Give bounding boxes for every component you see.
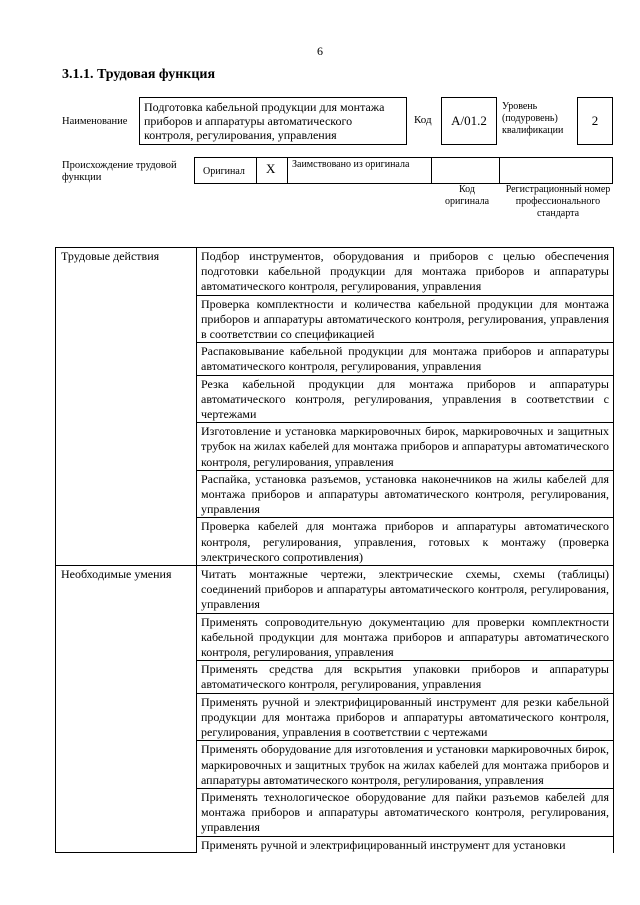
page-number: 6 (317, 44, 323, 58)
original-label: Оригинал (203, 166, 245, 177)
level-label: Уровень (подуровень) квалификации (502, 101, 564, 136)
item-cell: Подбор инструментов, оборудования и приборов с целью обеспечения подготовки кабельной продукции для монтажа приборов и аппаратуры автоматического контроля, регулирования, управления (197, 248, 614, 296)
item-cell: Применять сопроводительную документацию для проверки комплектности кабельной продукции для монтажа приборов и аппаратуры автоматического контроля, регулирования, управления (197, 613, 614, 661)
item-cell: Применять ручной и электрифицированный инструмент для резки кабельной продукции для монтажа приборов и аппаратуры автоматического контроля, регулирования, управления в соответствии с чертежами (197, 693, 614, 741)
function-details-table (55, 247, 614, 853)
code-label: Код (414, 114, 432, 126)
item-cell: Применять ручной и электрифицированный инструмент для установки (197, 836, 614, 853)
registration-number-cell (500, 158, 612, 183)
table-row (56, 248, 614, 296)
borrowed-label: Заимствовано из оригинала (292, 159, 410, 170)
qualification-level (577, 97, 613, 145)
function-code-text: A/01.2 (451, 113, 487, 128)
section-title: 3.1.1. Трудовая функция (62, 67, 216, 82)
original-mark-cell (257, 158, 288, 183)
original-mark: X (266, 161, 276, 176)
borrowed-cell (288, 158, 432, 183)
category-cell: Необходимые умения (56, 566, 197, 853)
registration-number-caption: Регистрационный номер профессионального стандарта (505, 184, 611, 219)
item-cell: Проверка кабелей для монтажа приборов и аппаратуры автоматического контроля, регулирования, управления, готовых к монтажу (проверка электрического сопротивления) (197, 518, 614, 566)
table-row (56, 566, 614, 614)
category-cell: Трудовые действия (56, 248, 197, 566)
item-cell: Резка кабельной продукции для монтажа приборов и аппаратуры автоматического контроля, регулирования, управления в соответствии с чертежами (197, 375, 614, 423)
origin-label: Происхождение трудовой функции (62, 160, 177, 183)
original-code-cell (432, 158, 500, 183)
item-cell: Применять технологическое оборудование для пайки разъемов кабелей для монтажа приборов и аппаратуры автоматического контроля, регулирования, управления (197, 788, 614, 836)
function-name (139, 97, 407, 145)
function-code (441, 97, 497, 145)
name-label: Наименование (62, 116, 128, 127)
function-name-text: Подготовка кабельной продукции для монтажа приборов и аппаратуры автоматического контроля, регулирования, управления (144, 100, 385, 142)
original-cell (195, 158, 257, 183)
item-cell: Изготовление и установка маркировочных бирок, маркировочных и защитных трубок на жилах кабелей для монтажа приборов и аппаратуры автоматического контроля, регулирования, управления (197, 423, 614, 471)
item-cell: Проверка комплектности и количества кабельной продукции для монтажа приборов и аппаратуры автоматического контроля, регулирования, управления в соответствии со спецификацией (197, 295, 614, 343)
item-cell: Распаковывание кабельной продукции для монтажа приборов и аппаратуры автоматического контроля, регулирования, управления (197, 343, 614, 375)
item-cell: Применять средства для вскрытия упаковки приборов и аппаратуры автоматического контроля, регулирования, управления (197, 661, 614, 693)
item-cell: Применять оборудование для изготовления и установки маркировочных бирок, маркировочных и защитных трубок на жилах кабелей для монтажа приборов и аппаратуры автоматического контроля, регулирования, управления (197, 741, 614, 789)
origin-row (194, 157, 613, 184)
original-code-caption: Код оригинала (444, 184, 490, 207)
item-cell: Распайка, установка разъемов, установка наконечников на жилы кабелей для монтажа приборов и аппаратуры автоматического контроля, регулирования, управления (197, 470, 614, 518)
qualification-level-text: 2 (591, 113, 599, 128)
item-cell: Читать монтажные чертежи, электрические схемы, схемы (таблицы) соединений приборов и аппаратуры автоматического контроля, регулирования, управления (197, 566, 614, 614)
